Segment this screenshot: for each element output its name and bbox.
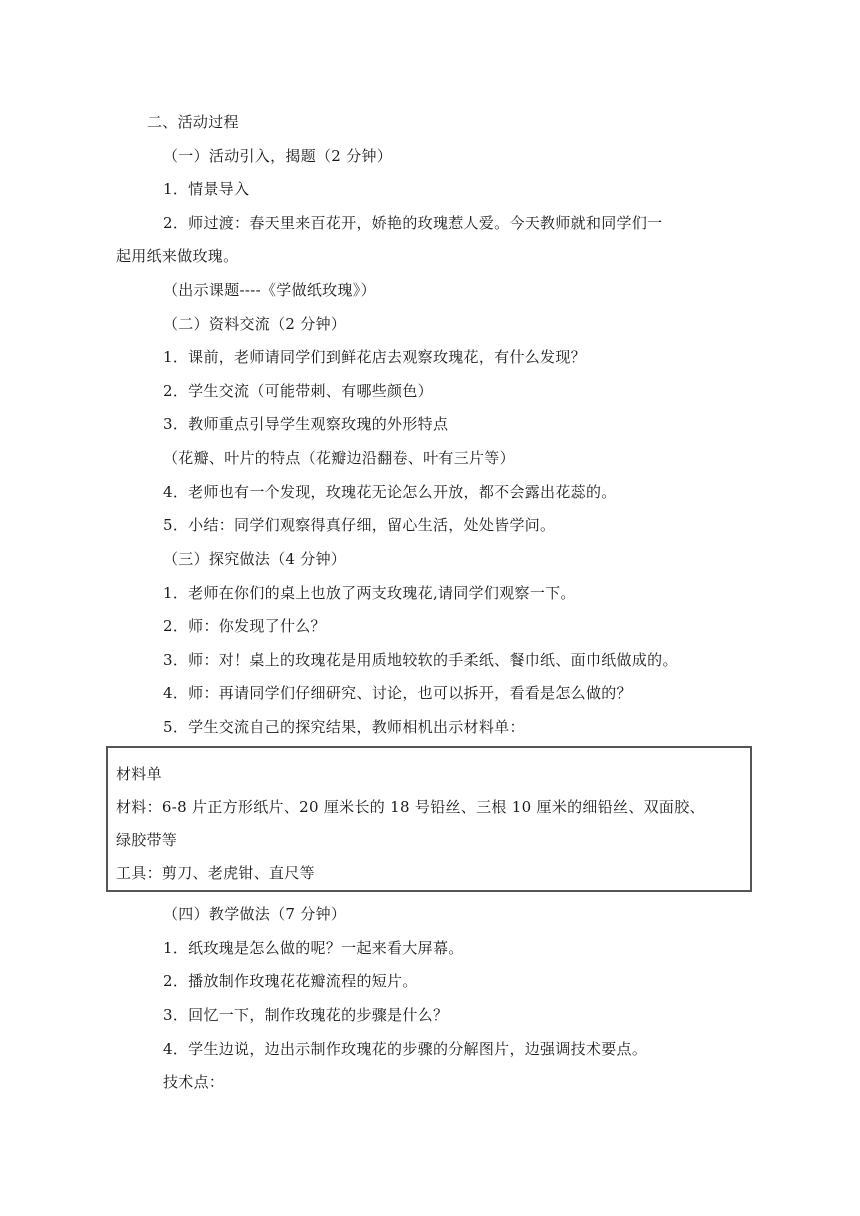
tools-line: 工具：剪刀、老虎钳、直尺等 [116,864,315,882]
part3-item1: 1．老师在你们的桌上也放了两支玫瑰花,请同学们观察一下。 [163,584,576,602]
part2-item1: 1．课前，老师请同学们到鲜花店去观察玫瑰花，有什么发现？ [163,348,586,366]
part1-item2-line1: 2．师过渡：春天里来百花开，娇艳的玫瑰惹人爱。今天教师就和同学们一 [163,214,663,232]
materials-line1: 材料：6-8 片正方形纸片、20 厘米长的 18 号铅丝、三根 10 厘米的细铅丝、双面胶、 [116,798,705,816]
part3-item5: 5．学生交流自己的探究结果，教师相机出示材料单： [163,718,525,736]
part4-item3: 3．回忆一下，制作玫瑰花的步骤是什么？ [163,1006,449,1024]
part2-item3: 3．教师重点引导学生观察玫瑰的外形特点 [163,415,449,433]
part3-item4: 4．师：再请同学们仔细研究、讨论，也可以拆开，看看是怎么做的？ [163,684,632,702]
part3-item3: 3．师：对！桌上的玫瑰花是用质地较软的手柔纸、餐巾纸、面巾纸做成的。 [163,651,678,669]
part4-item1: 1．纸玫瑰是怎么做的呢？一起来看大屏幕。 [163,939,464,957]
part1-heading: （一）活动引入，揭题（2 分钟） [163,147,393,165]
part2-item2: 2．学生交流（可能带刺、有哪些颜色） [163,382,433,400]
part1-note: （出示课题----《学做纸玫瑰》） [163,281,376,299]
materials-title: 材料单 [116,765,162,783]
part1-item2-line2: 起用纸来做玫瑰。 [116,247,239,265]
part4-tech-label: 技术点： [163,1073,225,1091]
materials-line2: 绿胶带等 [116,831,178,849]
part4-item2: 2．播放制作玫瑰花花瓣流程的短片。 [163,972,418,990]
part2-heading: （二）资料交流（2 分钟） [163,315,347,333]
part3-heading: （三）探究做法（4 分钟） [163,550,347,568]
part2-item4: 4．老师也有一个发现，玫瑰花无论怎么开放，都不会露出花蕊的。 [163,483,617,501]
part4-heading: （四）教学做法（7 分钟） [163,905,347,923]
materials-box [106,746,752,892]
part2-item5: 5．小结：同学们观察得真仔细，留心生活，处处皆学问。 [163,516,556,534]
section-heading: 二、活动过程 [147,113,239,131]
part2-item3-note: （花瓣、叶片的特点（花瓣边沿翻卷、叶有三片等） [163,449,515,467]
part4-item4: 4．学生边说，边出示制作玫瑰花的步骤的分解图片，边强调技术要点。 [163,1040,648,1058]
part3-item2: 2．师：你发现了什么？ [163,617,326,635]
part1-item1: 1．情景导入 [163,180,250,198]
